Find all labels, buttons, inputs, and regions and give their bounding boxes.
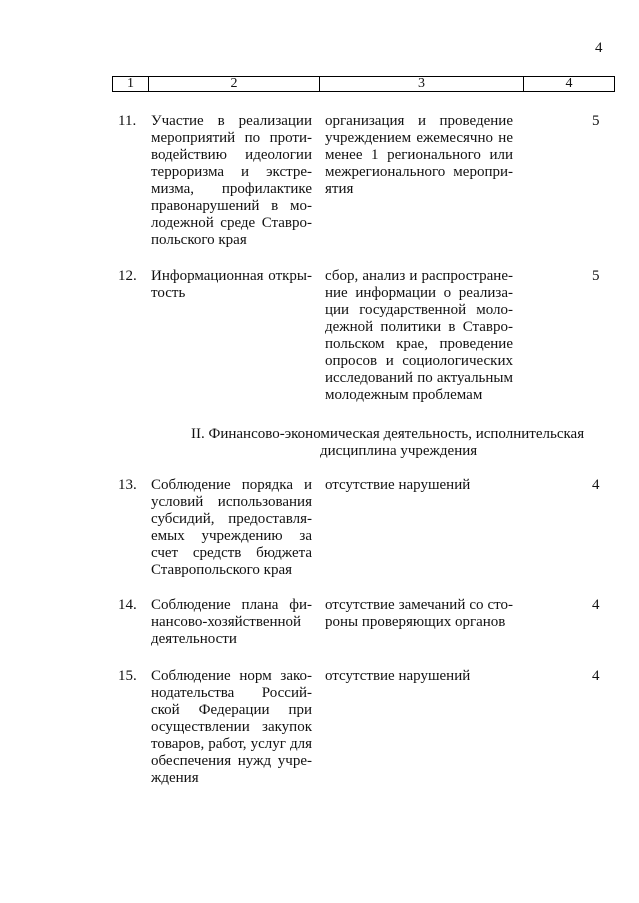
criterion-text-line: деятельности (151, 631, 237, 647)
indicator-text-line: учреждением ежемесячно не (325, 130, 513, 146)
criterion-text-line: польского края (151, 232, 247, 248)
criterion-text-line: тость (151, 285, 186, 301)
criterion-text-line: Соблюдение норм зако- (151, 668, 312, 684)
indicator-text-line: дежной политики в Ставро- (325, 319, 513, 335)
criterion-text-line: нодательства Россий- (151, 685, 312, 701)
column-header-1: 1 (113, 77, 149, 92)
score-value: 5 (592, 268, 600, 284)
indicator-text-line: опросов и социологических (325, 353, 513, 369)
indicator-text-line: исследований по актуальным (325, 370, 513, 386)
score-value: 5 (592, 113, 600, 129)
row-number: 13. (118, 477, 137, 493)
criterion-text-line: водействию идеологии (151, 147, 312, 163)
indicator-text-line: отсутствие нарушений (325, 668, 471, 684)
criterion-text-line: ждения (151, 770, 199, 786)
indicator-text-line: организация и проведение (325, 113, 513, 129)
column-header-table (112, 76, 615, 92)
indicator-text-line: менее 1 регионального или (325, 147, 513, 163)
criterion-text-line: ской Федерации при (151, 702, 312, 718)
criterion-text-line: нансово-хозяйственной (151, 614, 302, 630)
criterion-text-line: терроризма и экстре- (151, 164, 312, 180)
criterion-text-line: емых учреждению за (151, 528, 312, 544)
row-number: 15. (118, 668, 137, 684)
indicator-text (325, 268, 513, 404)
indicator-text-line: ятия (325, 181, 354, 197)
criterion-text (151, 668, 312, 787)
criterion-text-line: обеспечения нужд учре- (151, 753, 312, 769)
score-value: 4 (592, 597, 600, 613)
section-heading-line-2: дисциплина учреждения (320, 443, 478, 459)
column-header-3: 3 (320, 77, 524, 92)
indicator-text (325, 477, 513, 494)
indicator-text-line: межрегионального меропри- (325, 164, 513, 180)
indicator-text-line: отсутствие замечаний со сто- (325, 597, 513, 613)
criterion-text-line: Соблюдение порядка и (151, 477, 312, 493)
indicator-text-line: польском крае, проведение (325, 336, 513, 352)
criterion-text-line: условий использования (151, 494, 312, 510)
criterion-text (151, 597, 312, 648)
criterion-text-line: Ставропольского края (151, 562, 292, 578)
score-value: 4 (592, 668, 600, 684)
indicator-text-line: отсутствие нарушений (325, 477, 471, 493)
criterion-text (151, 268, 312, 302)
criterion-text-line: мизма, профилактике (151, 181, 312, 197)
indicator-text-line: молодежным проблемам (325, 387, 483, 403)
row-number: 12. (118, 268, 137, 284)
criterion-text-line: правонарушений в мо- (151, 198, 312, 214)
criterion-text-line: Участие в реализации (151, 113, 312, 129)
indicator-text-line: роны проверяющих органов (325, 614, 506, 630)
row-number: 14. (118, 597, 137, 613)
indicator-text-line: ние информации о реализа- (325, 285, 513, 301)
indicator-text (325, 597, 513, 631)
indicator-text (325, 668, 513, 685)
score-value: 4 (592, 477, 600, 493)
column-header-2: 2 (149, 77, 320, 92)
criterion-text (151, 113, 312, 249)
criterion-text-line: товаров, работ, услуг для (151, 736, 312, 752)
indicator-text (325, 113, 513, 198)
criterion-text-line: мероприятий по проти- (151, 130, 312, 146)
criterion-text-line: счет средств бюджета (151, 545, 312, 561)
criterion-text-line: Информационная откры- (151, 268, 312, 284)
section-heading-line-1: II. Финансово-экономическая деятельность, исполнительская (191, 426, 585, 442)
criterion-text-line: осуществлении закупок (151, 719, 312, 735)
indicator-text-line: сбор, анализ и распростране- (325, 268, 513, 284)
criterion-text-line: лодежной среде Ставро- (151, 215, 312, 231)
row-number: 11. (118, 113, 137, 129)
criterion-text (151, 477, 312, 579)
indicator-text-line: ции государственной моло- (325, 302, 513, 318)
criterion-text-line: субсидий, предоставля- (151, 511, 312, 527)
criterion-text-line: Соблюдение плана фи- (151, 597, 312, 613)
page-number: 4 (595, 40, 603, 56)
column-header-4: 4 (524, 77, 615, 92)
